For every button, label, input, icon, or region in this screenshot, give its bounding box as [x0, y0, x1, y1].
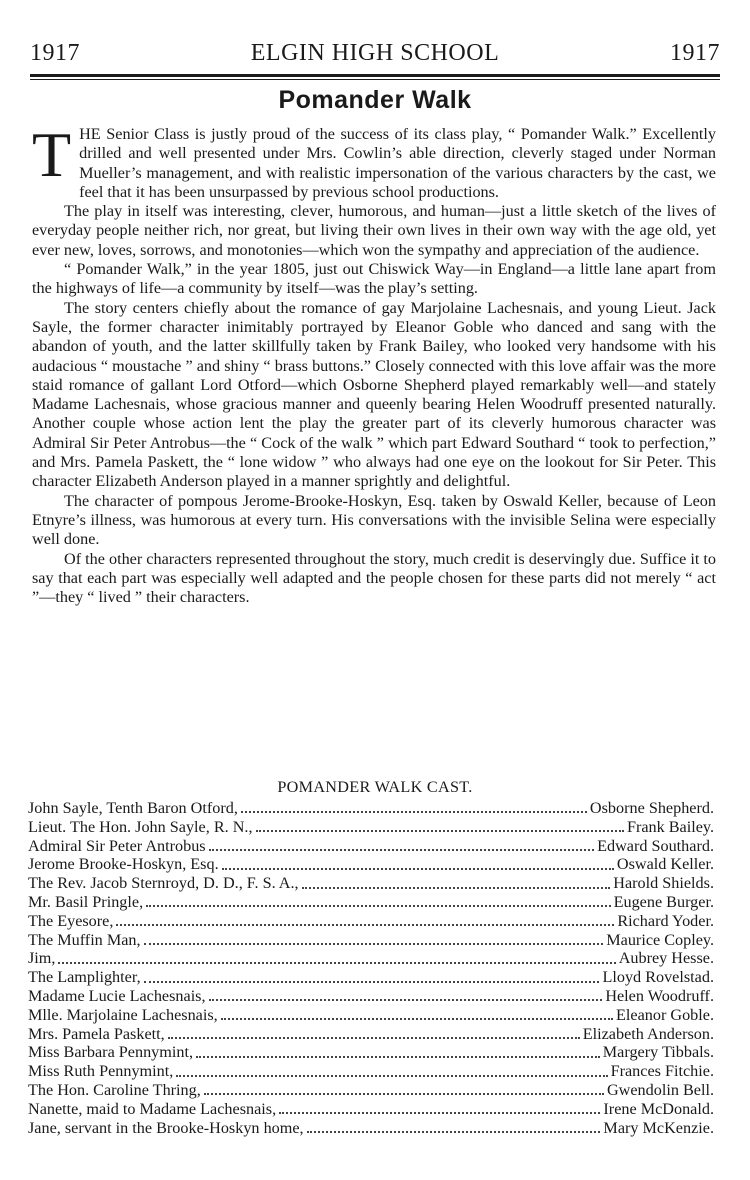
leader-dots: [256, 830, 624, 832]
cast-role: The Eyesore,: [28, 911, 114, 930]
cast-role: John Sayle, Tenth Baron Otford,: [28, 799, 238, 817]
paragraph: The story centers chiefly about the romance of gay Marjolaine Lachesnais, and young Lieut. Jack Sayle, the former character inimitably portrayed by Eleanor Goble who danced and sang with the abandon of youth, and the latter skillfully taken by Frank Bailey, who looked very handsome with his audacious “ moustache ” and shiny “ brass buttons.” Closely connected with this love affair was the more staid romance of gallant Lord Otford—which Osborne Shepherd played remarkably well—and stately Madame Lachesnais, whose gracious manner and queenly bearing Helen Woodruff presented naturally. Another couple whose action lent the play the greater part of its cleverly humorous character was Admiral Sir Peter Antrobus—the “ Cock of the walk ” which part Edward Southard “ took to perfection,” and Mrs. Pamela Paskett, the “ lone widow ” who always had one eye on the lookout for Sir Peter. This character Elizabeth Anderson played in a manner sprightly and delightful.: [32, 298, 716, 491]
header-school-name: ELGIN HIGH SCHOOL: [250, 40, 500, 66]
header-year-right: 1917: [669, 40, 720, 66]
leader-dots: [307, 1131, 601, 1133]
cast-row: [28, 1006, 714, 1025]
leader-dots: [241, 811, 587, 813]
cast-row: [28, 968, 714, 987]
page-title: Pomander Walk: [278, 86, 472, 114]
paragraph: The play in itself was interesting, clever, humorous, and human—just a little sketch of the lives of everyday people neither rich, nor great, but living their own lives in their own way with the age old, yet ever new, loves, sorrows, and monotonies—which won the sympathy and appreciation of the audience.: [32, 202, 716, 259]
header-rule-thick: [30, 74, 720, 77]
cast-actor: Irene McDonald.: [603, 1099, 714, 1118]
leader-dots: [221, 1018, 613, 1020]
cast-role: Jane, servant in the Brooke-Hoskyn home,: [28, 1118, 304, 1137]
cast-actor: Harold Shields.: [613, 874, 714, 893]
cast-actor: Edward Southard.: [597, 836, 714, 855]
leader-dots: [144, 981, 600, 983]
cast-role: Mrs. Pamela Paskett,: [28, 1024, 165, 1043]
cast-actor: Richard Yoder.: [617, 911, 714, 930]
cast-heading: POMANDER WALK CAST.: [277, 778, 473, 796]
cast-actor: Frances Fitchie.: [610, 1062, 714, 1081]
leader-dots: [209, 999, 603, 1001]
cast-actor: Eleanor Goble.: [616, 1005, 714, 1024]
leader-dots: [204, 1093, 604, 1095]
leader-dots: [116, 924, 614, 926]
cast-row: [28, 912, 714, 931]
cast-list: [28, 799, 714, 1137]
cast-actor: Aubrey Hesse.: [618, 949, 714, 968]
cast-row: [28, 1025, 714, 1044]
cast-role: Jim,: [28, 949, 56, 968]
paragraph-text: HE Senior Class is justly proud of the success of its class play, “ Pomander Walk.” Excellently drilled and well presented under Mrs. Cowlin’s able direction, cleverly staged under Norman Mueller’s management, and with realistic impersonation of the various characters by the cast, we feel that it has been unsurpassed by previous school productions.: [79, 125, 716, 201]
cast-row: [28, 855, 714, 874]
cast-actor: Maurice Copley.: [606, 930, 714, 949]
paragraph: “ Pomander Walk,” in the year 1805, just out Chiswick Way—in England—a little lane apart from the highways of life—a community by itself—was the play’s setting.: [32, 260, 716, 298]
cast-actor: Mary McKenzie.: [603, 1118, 714, 1137]
cast-role: Miss Barbara Pennymint,: [28, 1043, 194, 1062]
leader-dots: [302, 887, 611, 889]
cast-row: [28, 931, 714, 950]
paragraph: [32, 119, 716, 202]
cast-row: [28, 1062, 714, 1081]
cast-row: [28, 1043, 714, 1062]
cast-row: [28, 1081, 714, 1100]
leader-dots: [222, 868, 614, 870]
cast-role: Mr. Basil Pringle,: [28, 892, 144, 911]
article-body: [32, 119, 716, 607]
cast-role: Admiral Sir Peter Antrobus: [28, 836, 206, 855]
cast-row: [28, 818, 714, 837]
leader-dots: [279, 1112, 600, 1114]
cast-actor: Elizabeth Anderson.: [582, 1024, 714, 1043]
cast-role: Mlle. Marjolaine Lachesnais,: [28, 1005, 218, 1024]
cast-actor: Osborne Shepherd.: [589, 799, 714, 817]
paragraph: The character of pompous Jerome-Brooke-Hoskyn, Esq. taken by Oswald Keller, because of Leon Etnyre’s illness, was humorous at every turn. His conversations with the invisible Selina were especially well done.: [32, 491, 716, 549]
header-year-left: 1917: [30, 40, 80, 66]
leader-dots: [176, 1075, 607, 1077]
cast-row: [28, 893, 714, 912]
cast-row: [28, 1100, 714, 1119]
drop-cap: T: [32, 119, 72, 190]
cast-row: [28, 874, 714, 893]
cast-role: Miss Ruth Pennymint,: [28, 1062, 174, 1081]
cast-role: The Lamplighter,: [28, 968, 141, 987]
cast-role: Madame Lucie Lachesnais,: [28, 986, 206, 1005]
cast-row: [28, 799, 714, 818]
cast-actor: Eugene Burger.: [613, 892, 714, 911]
leader-dots: [209, 849, 595, 851]
cast-row: [28, 987, 714, 1006]
cast-role: Jerome Brooke-Hoskyn, Esq.: [28, 855, 219, 874]
cast-row: [28, 837, 714, 856]
cast-role: The Muffin Man,: [28, 930, 141, 949]
running-header: [30, 40, 720, 67]
cast-role: The Hon. Caroline Thring,: [28, 1080, 201, 1099]
leader-dots: [144, 943, 604, 945]
cast-actor: Margery Tibbals.: [602, 1043, 714, 1062]
cast-row: [28, 949, 714, 968]
cast-role: Lieut. The Hon. John Sayle, R. N.,: [28, 817, 253, 836]
cast-actor: Frank Bailey.: [626, 817, 714, 836]
leader-dots: [58, 962, 615, 964]
cast-role: Nanette, maid to Madame Lachesnais,: [28, 1099, 277, 1118]
leader-dots: [196, 1056, 600, 1058]
cast-actor: Gwendolin Bell.: [606, 1080, 714, 1099]
cast-actor: Helen Woodruff.: [605, 986, 714, 1005]
cast-actor: Oswald Keller.: [616, 855, 714, 874]
cast-row: [28, 1119, 714, 1138]
cast-actor: Lloyd Rovelstad.: [602, 968, 714, 987]
header-rule-thin: [30, 79, 720, 80]
paragraph: Of the other characters represented throughout the story, much credit is deservingly due. Suffice it to say that each part was especially well adapted and the people chosen for these parts did not merely “ act ”—they “ lived ” their characters.: [32, 549, 716, 607]
leader-dots: [168, 1037, 580, 1039]
leader-dots: [146, 905, 610, 907]
cast-role: The Rev. Jacob Sternroyd, D. D., F. S. A.,: [28, 874, 299, 893]
